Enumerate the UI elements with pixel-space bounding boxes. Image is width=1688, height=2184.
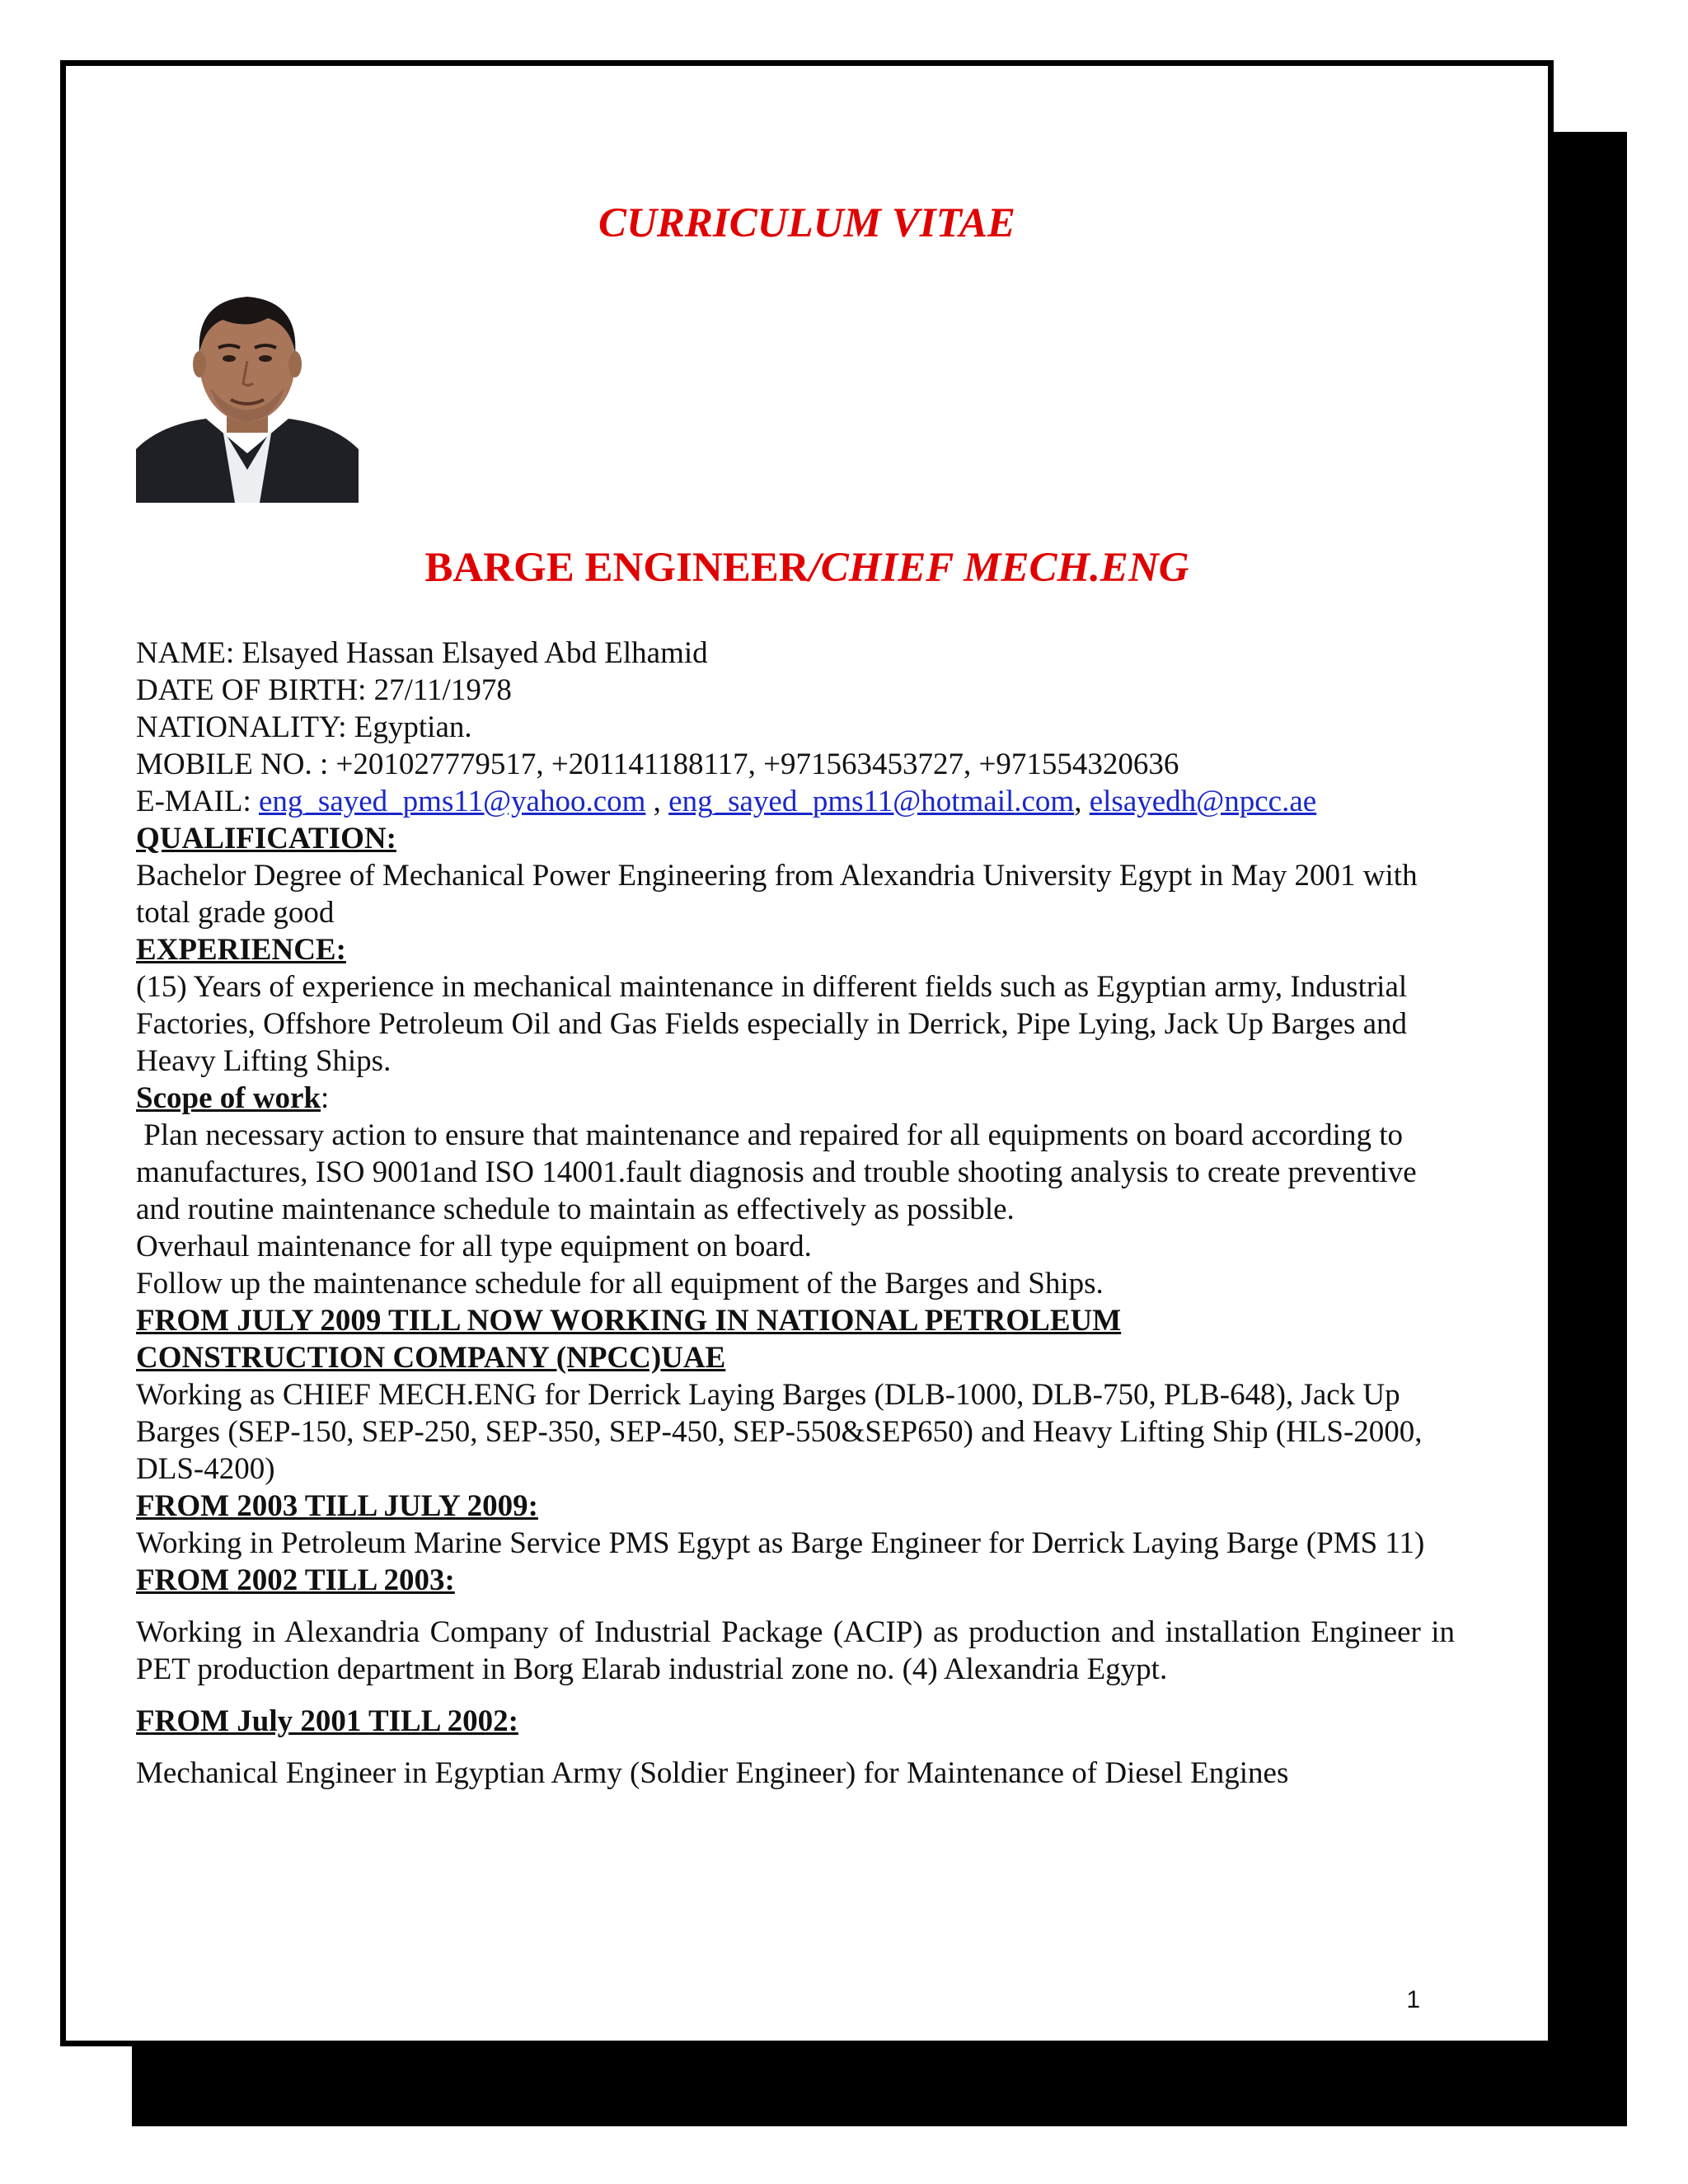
- job-heading-acip: FROM 2002 TILL 2003:: [136, 1563, 455, 1597]
- job-heading-army: FROM July 2001 TILL 2002:: [136, 1704, 518, 1738]
- email-label: E-MAIL:: [136, 785, 259, 818]
- qualification-heading: QUALIFICATION:: [136, 822, 396, 855]
- document-title: CURRICULUM VITAE: [598, 200, 1015, 246]
- scope-colon: :: [321, 1081, 330, 1115]
- portrait-illustration: [136, 264, 359, 503]
- job-title: [66, 544, 1548, 592]
- experience-heading: EXPERIENCE:: [136, 933, 346, 967]
- scope-paragraph-1: Plan necessary action to ensure that maintenance and repaired for all equipments on board according to manufactures, ISO 9001and ISO 14001.fault diagnosis and trouble shooting analysis to create preventive and routine maintenance schedule to maintain as effectively as possible.: [136, 1118, 1424, 1226]
- email-separator: ,: [645, 785, 669, 818]
- scope-heading-line: [136, 1080, 1455, 1117]
- cv-body: [136, 635, 1455, 1792]
- name-line: NAME: Elsayed Hassan Elsayed Abd Elhamid: [136, 636, 708, 670]
- mobile-line: MOBILE NO. : +201027779517, +201141188117, +971563453727, +971554320636: [136, 748, 1179, 781]
- nationality-line: NATIONALITY: Egyptian.: [136, 710, 472, 744]
- job-text-army: Mechanical Engineer in Egyptian Army (Soldier Engineer) for Maintenance of Diesel Engines: [136, 1756, 1289, 1790]
- experience-text: (15) Years of experience in mechanical maintenance in different fields such as Egyptian army, Industrial Factories, Offshore Petroleum Oil and Gas Fields especially in Derrick, Pipe Lying, Jack Up Barges and Heavy Lifting Ships.: [136, 970, 1408, 1078]
- dob-line: DATE OF BIRTH: 27/11/1978: [136, 673, 512, 707]
- job-heading-pms: FROM 2003 TILL JULY 2009:: [136, 1489, 538, 1523]
- job-text-pms: Working in Petroleum Marine Service PMS Egypt as Barge Engineer for Derrick Laying Barge (PMS 11): [136, 1526, 1425, 1560]
- email-link-yahoo[interactable]: eng_sayed_pms11@yahoo.com: [259, 785, 646, 818]
- email-link-hotmail[interactable]: eng_sayed_pms11@hotmail.com: [668, 785, 1075, 818]
- page-number: 1: [1406, 1986, 1420, 2013]
- job-text-acip: Working in Alexandria Company of Industrial Package (ACIP) as production and installation Engineer in PET production department in Borg Elarab industrial zone no. (4) Alexandria Egypt.: [136, 1615, 1455, 1686]
- qualification-text: Bachelor Degree of Mechanical Power Engineering from Alexandria University Egypt in May 2001 with total grade good: [136, 859, 1418, 930]
- cv-page: [60, 60, 1554, 2046]
- email-separator: ,: [1074, 785, 1090, 818]
- job-heading-npcc: FROM JULY 2009 TILL NOW WORKING IN NATIONAL PETROLEUM CONSTRUCTION COMPANY (NPCC)UAE: [136, 1304, 1122, 1375]
- scope-paragraph-2: Overhaul maintenance for all type equipment on board.: [136, 1230, 812, 1263]
- job-title-main: BARGE ENGINEER: [424, 545, 809, 591]
- email-line: [136, 783, 1455, 820]
- email-link-npcc[interactable]: elsayedh@npcc.ae: [1089, 785, 1317, 818]
- job-title-secondary: /CHIEF MECH.ENG: [809, 545, 1189, 591]
- job-text-npcc: Working as CHIEF MECH.ENG for Derrick Laying Barges (DLB-1000, DLB-750, PLB-648), Jack Up Barges (SEP-150, SEP-250, SEP-350, SEP-450, SEP-550&SEP650) and Heavy Lifting Ship (HLS-2000, DLS-4200): [136, 1378, 1423, 1486]
- scope-heading: Scope of work: [136, 1081, 321, 1115]
- scope-paragraph-3: Follow up the maintenance schedule for all equipment of the Barges and Ships.: [136, 1267, 1104, 1301]
- profile-photo: [136, 264, 359, 503]
